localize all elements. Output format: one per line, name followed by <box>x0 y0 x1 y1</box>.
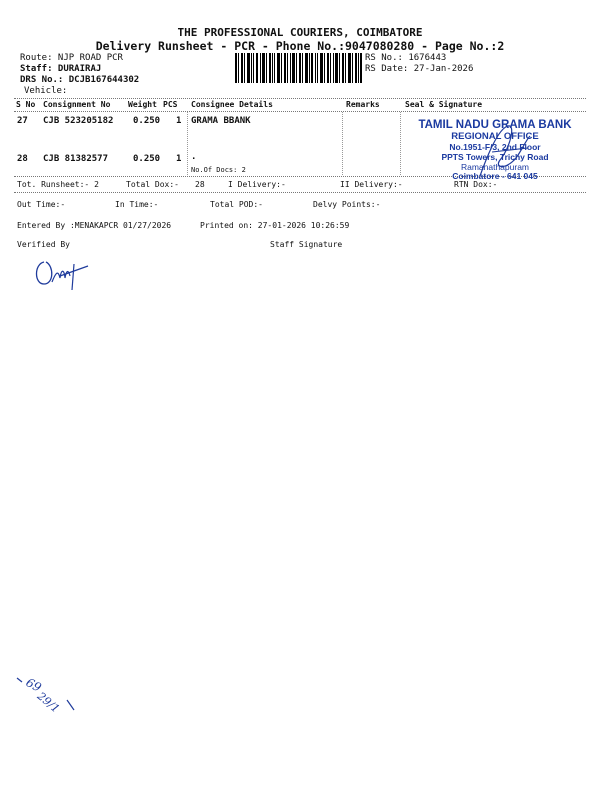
row2-consignment: CJB 81382577 <box>43 154 109 164</box>
row1-sno: 27 <box>17 116 28 126</box>
rs-date: RS Date: 27-Jan-2026 <box>365 64 474 74</box>
verified-signature <box>30 252 95 292</box>
printed-on: Printed on: 27-01-2026 10:26:59 <box>200 221 350 230</box>
row1-consignee: GRAMA BBANK <box>191 116 251 126</box>
handwritten-note-69: 69 <box>23 675 44 695</box>
runsheet-subtitle: Delivery Runsheet - PCR - Phone No.:9047080280 - Page No.:2 <box>95 39 505 53</box>
vehicle-label: Vehicle: <box>24 86 68 96</box>
staff-signature-label: Staff Signature <box>270 240 343 249</box>
col-header-seal: Seal & Signature <box>405 100 483 109</box>
total-pod: Total POD:- <box>210 200 263 209</box>
delvy-points: Delvy Points:- <box>313 200 381 209</box>
out-time: Out Time:- <box>17 200 66 209</box>
row1-consignment: CJB 523205182 <box>43 116 114 126</box>
col-header-remarks: Remarks <box>346 100 380 109</box>
col-header-consignment: Consignment No <box>43 100 111 109</box>
stamp-bank-name: TAMIL NADU GRAMA BANK <box>418 119 572 131</box>
barcode-image <box>235 53 362 83</box>
stamp-address-1: No.1951-F/3, 2nd Floor <box>449 142 541 152</box>
total-dox-value: 28 <box>195 180 205 189</box>
col-header-pcs: PCS <box>163 100 178 109</box>
seal-signature-scribble <box>470 118 540 184</box>
table-header-rule <box>14 111 586 112</box>
handwritten-note-date: 29/1 <box>34 689 62 716</box>
col-separator-remarks <box>342 112 343 175</box>
table-top-rule <box>14 98 586 99</box>
total-dox-label: Total Dox:- <box>126 180 179 189</box>
stamp-address-3: Ramanathapuram <box>460 162 530 172</box>
row2-sno: 28 <box>17 154 28 164</box>
row2-pcs: 1 <box>176 154 182 164</box>
total-runsheet: Tot. Runsheet:- 2 <box>17 180 99 189</box>
verified-by: Verified By <box>17 240 70 249</box>
row1-weight: 0.250 <box>133 116 161 126</box>
col-separator-consignee <box>187 112 188 175</box>
staff-text: Staff: DURAIRAJ <box>20 64 102 74</box>
stamp-address-4: Coimbatore - 641 045 <box>452 171 538 181</box>
entered-by: Entered By :MENAKAPCR 01/27/2026 <box>17 221 172 230</box>
col-header-sno: S No <box>16 100 36 109</box>
stamp-address-2: PPTS Towers, Trichy Road <box>441 152 549 162</box>
barcode <box>235 53 362 83</box>
col-separator-seal <box>400 112 401 175</box>
rtn-dox: RTN Dox:- <box>454 180 498 189</box>
rs-number: RS No.: 1676443 <box>365 53 447 63</box>
totals-rule <box>14 192 586 193</box>
i-delivery: I Delivery:- <box>228 180 286 189</box>
drs-number: DRS No.: DCJB167644302 <box>20 75 140 85</box>
row2-weight: 0.250 <box>133 154 161 164</box>
row1-pcs: 1 <box>176 116 182 126</box>
in-time: In Time:- <box>115 200 159 209</box>
stamp-office: REGIONAL OFFICE <box>451 131 539 142</box>
col-header-consignee: Consignee Details <box>191 100 273 109</box>
row2-consignee: . <box>191 152 197 162</box>
col-header-weight: Weight <box>128 100 157 109</box>
row2-docs-note: No.Of Docs: 2 <box>191 166 246 174</box>
route-text: Route: NJP ROAD PCR <box>20 53 123 63</box>
ii-delivery: II Delivery:- <box>340 180 403 189</box>
company-title: THE PROFESSIONAL COURIERS, COIMBATORE <box>177 26 423 39</box>
